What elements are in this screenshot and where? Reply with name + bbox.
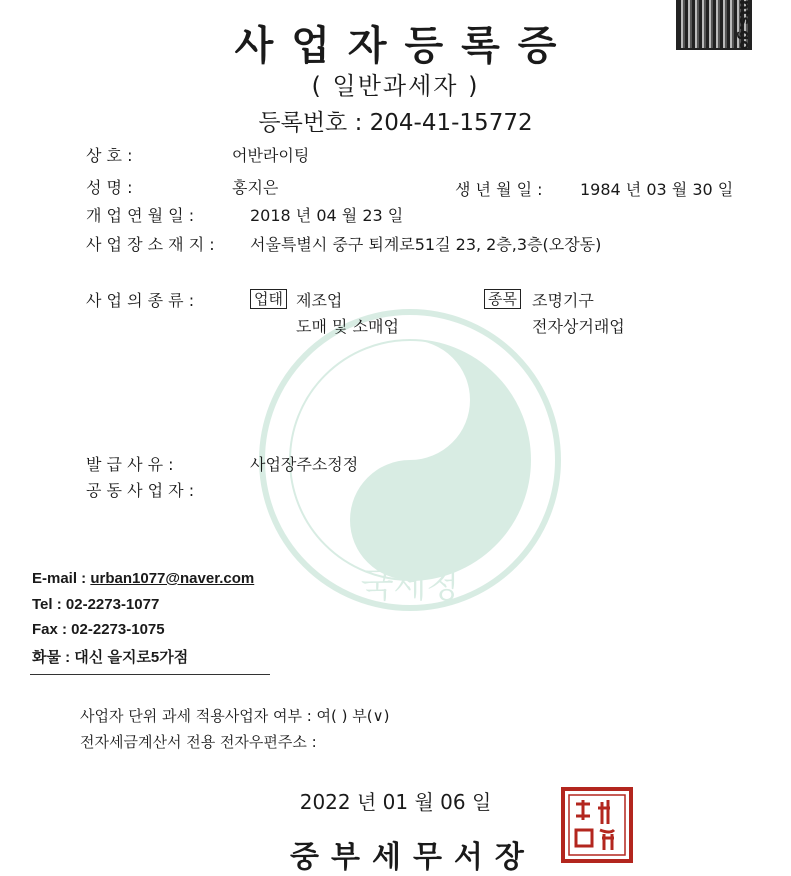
- open-date-label: 개 업 연 월 일 :: [86, 206, 195, 225]
- email-label: E-mail :: [32, 570, 87, 587]
- watermark-text: 국세청: [360, 566, 460, 606]
- jongmok-item-2: 전자상거래업: [532, 317, 625, 336]
- cargo-line: 화물 : 대신 을지로5가점: [32, 649, 189, 666]
- name-value: 홍지은: [232, 178, 279, 197]
- trade-name-label: 상 호 :: [86, 146, 133, 165]
- registration-number: [0, 104, 791, 137]
- name-label: 성 명 :: [86, 178, 133, 197]
- address-label: 사 업 장 소 재 지 :: [86, 235, 215, 254]
- official-seal-stamp: [560, 786, 634, 864]
- issue-date: 2022 년 01 월 06 일: [299, 790, 492, 814]
- nts-url-text: nts.go: [736, 0, 752, 50]
- co-owner-label: 공 동 사 업 자 :: [86, 481, 195, 500]
- registration-number-label: 등록번호 :: [258, 110, 363, 136]
- registration-number-value: 204-41-15772: [369, 110, 533, 136]
- e-invoice-line: 전자세금계산서 전용 전자우편주소 :: [80, 733, 317, 751]
- uptae-item-2: 도매 및 소매업: [296, 317, 399, 336]
- document-subtitle: ( 일반과세자 ): [311, 72, 480, 100]
- email-value: urban1077@naver.com: [90, 570, 255, 587]
- document-title: 사업자등록증: [234, 23, 575, 69]
- address-value: 서울특별시 중구 퇴계로51길 23, 2층,3층(오장동): [250, 235, 602, 254]
- business-type-label: 사 업 의 종 류 :: [86, 291, 195, 310]
- uptae-item-1: 제조업: [296, 291, 343, 310]
- unit-tax-line: 사업자 단위 과세 적용사업자 여부 : 여( ) 부(∨): [80, 707, 390, 725]
- tax-office-name: 중부세무서장: [290, 840, 536, 875]
- jongmok-item-1: 조명기구: [532, 291, 594, 310]
- email-line: [32, 570, 254, 587]
- dob-label: 생 년 월 일 :: [455, 180, 543, 199]
- trade-name-value: 어반라이팅: [232, 146, 310, 165]
- issue-reason-label: 발 급 사 유 :: [86, 455, 174, 474]
- dob-value: 1984 년 03 월 30 일: [580, 180, 734, 199]
- uptae-box-text: 업태: [250, 289, 287, 309]
- issue-reason-value: 사업장주소정정: [250, 455, 359, 474]
- contact-divider: [30, 674, 270, 675]
- jongmok-box: [484, 288, 521, 309]
- fax-line: Fax : 02-2273-1075: [32, 621, 165, 638]
- uptae-box: [250, 288, 287, 309]
- open-date-value: 2018 년 04 월 23 일: [250, 206, 404, 225]
- tel-line: Tel : 02-2273-1077: [32, 596, 160, 613]
- jongmok-box-text: 종목: [484, 289, 521, 309]
